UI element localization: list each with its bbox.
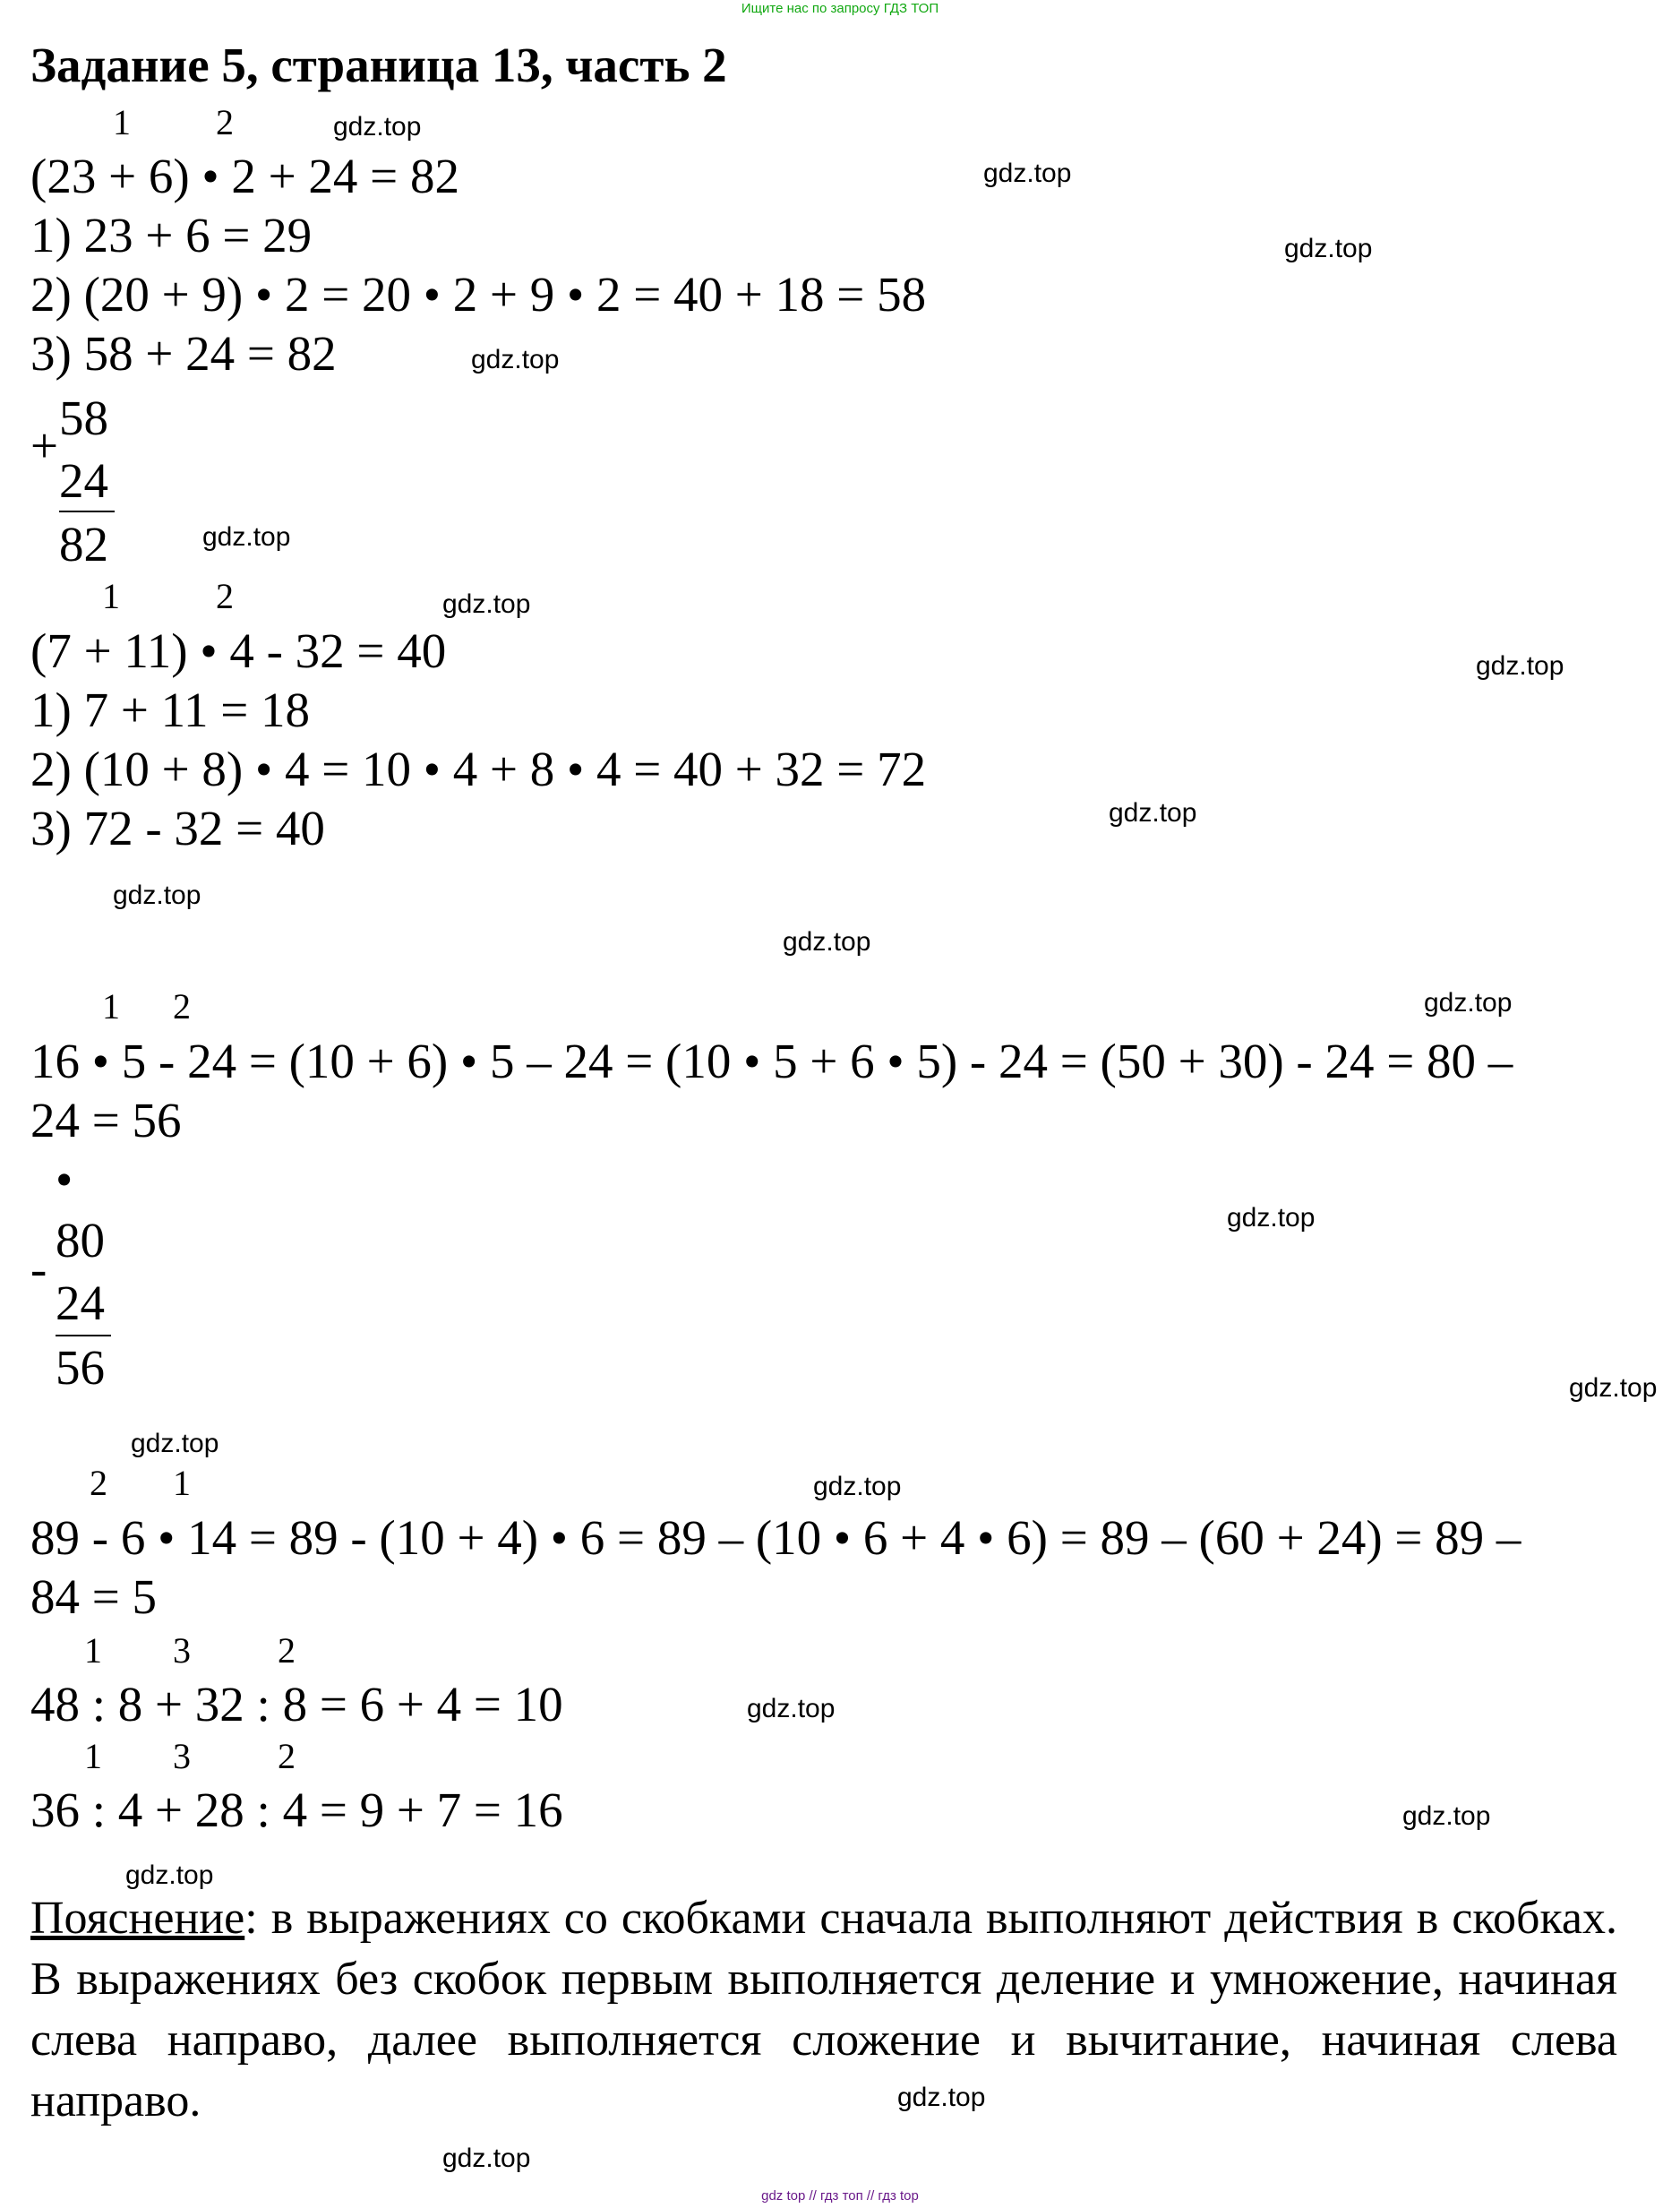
order-mark: 2: [173, 986, 191, 1027]
order-mark: 1: [113, 102, 131, 142]
column-operator: +: [30, 418, 59, 473]
step-line: 3) 72 - 32 = 40: [30, 801, 325, 855]
column-addend: 24: [59, 453, 108, 508]
watermark: gdz.top: [1109, 798, 1197, 828]
watermark: gdz.top: [1227, 1203, 1316, 1233]
order-mark: 2: [278, 1736, 296, 1776]
order-mark: 2: [216, 576, 234, 616]
order-mark: 1: [84, 1630, 102, 1671]
expression: (7 + 11) • 4 - 32 = 40: [30, 623, 447, 678]
order-mark: 1: [173, 1463, 191, 1503]
watermark: gdz.top: [1402, 1801, 1491, 1831]
expression: 89 - 6 • 14 = 89 - (10 + 4) • 6 = 89 – (10 • 6 + 4 • 6) = 89 – (60 + 24) = 89 –: [30, 1510, 1521, 1565]
explanation-text: : в выражениях со скобками сначала выполняют действия в скобках. В выражениях без скобок первым выполняется деление и умножение, начиная слева направо, далее выполняется сложение и вычитание, начиная слева направо.: [30, 1893, 1617, 2126]
order-mark: 2: [216, 102, 234, 142]
watermark: gdz.top: [113, 881, 201, 910]
expression: 48 : 8 + 32 : 8 = 6 + 4 = 10: [30, 1677, 563, 1731]
step-line: 2) (10 + 8) • 4 = 10 • 4 + 8 • 4 = 40 + 32 = 72: [30, 742, 927, 796]
expression: 16 • 5 - 24 = (10 + 6) • 5 – 24 = (10 • 5 + 6 • 5) - 24 = (50 + 30) - 24 = 80 –: [30, 1034, 1513, 1088]
expression: (23 + 6) • 2 + 24 = 82: [30, 149, 459, 203]
column-divider: [56, 1335, 111, 1336]
watermark: gdz.top: [1284, 234, 1373, 263]
column-result: 82: [59, 517, 108, 571]
column-subtrahend: 24: [56, 1276, 105, 1330]
watermark: gdz.top: [442, 589, 531, 619]
order-mark: 2: [90, 1463, 107, 1503]
order-mark: 3: [173, 1630, 191, 1671]
page-title: Задание 5, страница 13, часть 2: [30, 38, 727, 92]
watermark: gdz.top: [471, 345, 560, 374]
step-line: 3) 58 + 24 = 82: [30, 326, 337, 381]
column-addend: 58: [59, 391, 108, 445]
top-banner[interactable]: Ищите нас по запросу ГДЗ ТОП: [741, 1, 939, 16]
order-mark: 1: [102, 576, 120, 616]
watermark: gdz.top: [783, 927, 871, 957]
watermark: gdz.top: [333, 112, 422, 142]
expression: 36 : 4 + 28 : 4 = 9 + 7 = 16: [30, 1783, 563, 1837]
watermark: gdz.top: [131, 1429, 219, 1458]
step-line: 2) (20 + 9) • 2 = 20 • 2 + 9 • 2 = 40 + 18 = 58: [30, 267, 927, 322]
order-mark: 2: [278, 1630, 296, 1671]
bottom-banner[interactable]: gdz top // гдз топ // гдз top: [761, 2188, 919, 2204]
watermark: gdz.top: [202, 522, 291, 552]
column-divider: [59, 511, 115, 512]
order-mark: 3: [173, 1736, 191, 1776]
watermark: gdz.top: [813, 1472, 902, 1501]
column-minuend: 80: [56, 1213, 105, 1267]
order-mark: 1: [102, 986, 120, 1027]
watermark: gdz.top: [442, 2144, 531, 2173]
watermark: gdz.top: [125, 1860, 214, 1890]
explanation-label: Пояснение: [30, 1893, 245, 1944]
watermark: gdz.top: [983, 159, 1072, 188]
watermark: gdz.top: [1424, 988, 1513, 1018]
column-operator: -: [30, 1241, 47, 1296]
expression-continued: 24 = 56: [30, 1093, 182, 1147]
step-line: 1) 7 + 11 = 18: [30, 683, 311, 737]
watermark: gdz.top: [1476, 651, 1564, 681]
column-dot: •: [56, 1152, 73, 1207]
expression-continued: 84 = 5: [30, 1569, 158, 1624]
step-line: 1) 23 + 6 = 29: [30, 208, 313, 262]
watermark: gdz.top: [747, 1694, 836, 1723]
column-result: 56: [56, 1340, 105, 1395]
watermark: gdz.top: [897, 2083, 986, 2112]
order-mark: 1: [84, 1736, 102, 1776]
watermark: gdz.top: [1569, 1373, 1658, 1403]
explanation-paragraph: [30, 1888, 1617, 2132]
